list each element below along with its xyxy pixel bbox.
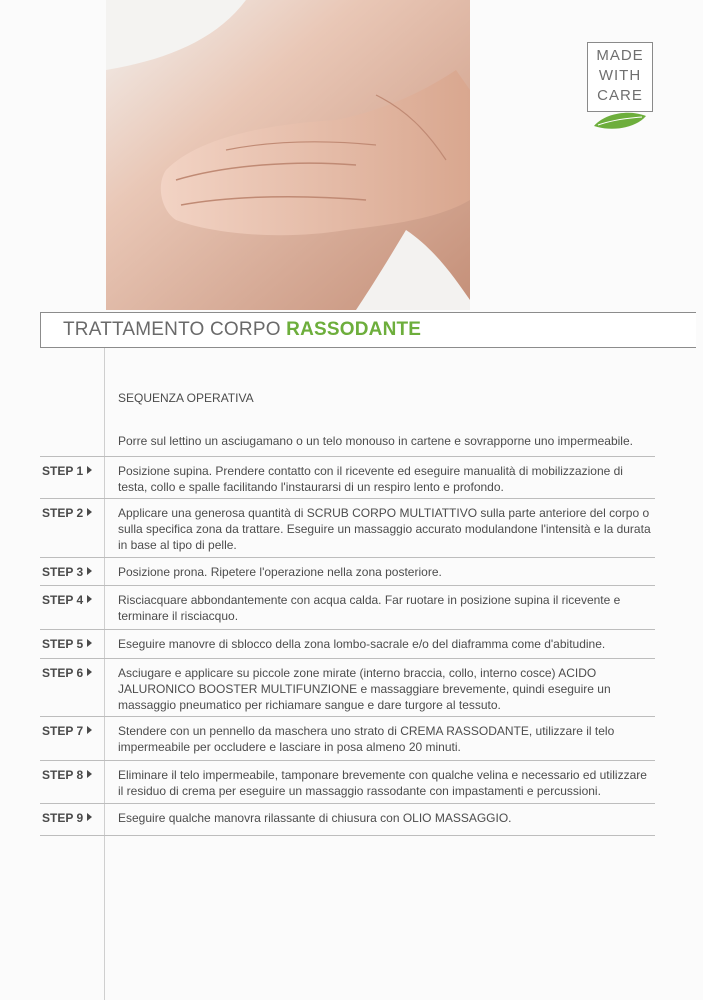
arrow-right-icon	[87, 813, 92, 821]
step-label: STEP 5	[42, 637, 92, 651]
step-text: Asciugare e applicare su piccole zone mirate (interno braccia, collo, interno cosce) ACIDO JALURONICO BOOSTER MULTIFUNZIONE e massaggiare brevemente, quindi eseguire un massaggio pneumatico per richiamare sangue e dare turgore al tessuto.	[118, 666, 611, 712]
section-heading: SEQUENZA OPERATIVA	[118, 391, 254, 405]
step-label: STEP 3	[42, 565, 92, 579]
arrow-right-icon	[87, 466, 92, 474]
step-text: Stendere con un pennello da maschera uno strato di CREMA RASSODANTE, utilizzare il telo impermeabile per occludere e lasciare in posa almeno 20 minuti.	[118, 724, 615, 754]
step-text: Risciacquare abbondantemente con acqua calda. Far ruotare in posizione supina il ricevente e terminare il risciacquo.	[118, 593, 621, 623]
logo-line-2: WITH	[598, 67, 642, 84]
massage-hands-illustration	[106, 0, 470, 310]
title-box	[40, 312, 696, 348]
intro-text: Porre sul lettino un asciugamano o un telo monouso in cartene e sovrapporne uno impermeabile.	[118, 434, 633, 448]
arrow-right-icon	[87, 567, 92, 575]
step-row	[40, 760, 655, 804]
step-label: STEP 8	[42, 768, 92, 782]
step-label: STEP 1	[42, 464, 92, 478]
massage-photo	[106, 0, 470, 310]
step-text: Eseguire manovre di sblocco della zona lombo-sacrale e/o del diaframma come d'abitudine.	[118, 637, 606, 651]
step-label: STEP 2	[42, 506, 92, 520]
arrow-right-icon	[87, 639, 92, 647]
step-text: Eliminare il telo impermeabile, tamponare brevemente con qualche velina e necessario ed utilizzare il residuo di crema per eseguire un massaggio rassodante con impastamenti e percussioni.	[118, 768, 647, 798]
step-row	[40, 629, 655, 658]
step-text: Posizione prona. Ripetere l'operazione nella zona posteriore.	[118, 565, 442, 579]
step-row	[40, 456, 655, 499]
arrow-right-icon	[87, 726, 92, 734]
closing-rule	[40, 835, 655, 836]
step-row	[40, 585, 655, 629]
title-regular: TRATTAMENTO CORPO	[63, 319, 287, 340]
arrow-right-icon	[87, 668, 92, 676]
title-bold: RASSODANTE	[286, 319, 422, 340]
step-row	[40, 658, 655, 717]
step-row	[40, 803, 655, 836]
step-row	[40, 716, 655, 760]
logo-line-1: MADE	[596, 47, 644, 64]
step-row	[40, 498, 655, 557]
step-text: Applicare una generosa quantità di SCRUB CORPO MULTIATTIVO sulla parte anteriore del corpo o sulla specifica zona da trattare. Eseguire un massaggio accurato modulandone l'intensità e la durata in base al tipo di pelle.	[118, 506, 651, 552]
step-label: STEP 6	[42, 666, 92, 680]
leaf-icon	[592, 110, 648, 132]
step-text: Posizione supina. Prendere contatto con il ricevente ed eseguire manualità di mobilizzazione di testa, collo e spalle facilitando l'instaurarsi di un respiro lento e profondo.	[118, 464, 623, 494]
arrow-right-icon	[87, 508, 92, 516]
arrow-right-icon	[87, 595, 92, 603]
step-label: STEP 9	[42, 811, 92, 825]
step-text: Eseguire qualche manovra rilassante di chiusura con OLIO MASSAGGIO.	[118, 811, 512, 825]
step-label: STEP 7	[42, 724, 92, 738]
made-with-care-logo	[587, 42, 653, 112]
page-title	[63, 319, 421, 341]
arrow-right-icon	[87, 770, 92, 778]
step-label: STEP 4	[42, 593, 92, 607]
logo-line-3: CARE	[597, 87, 643, 104]
step-row	[40, 557, 655, 586]
